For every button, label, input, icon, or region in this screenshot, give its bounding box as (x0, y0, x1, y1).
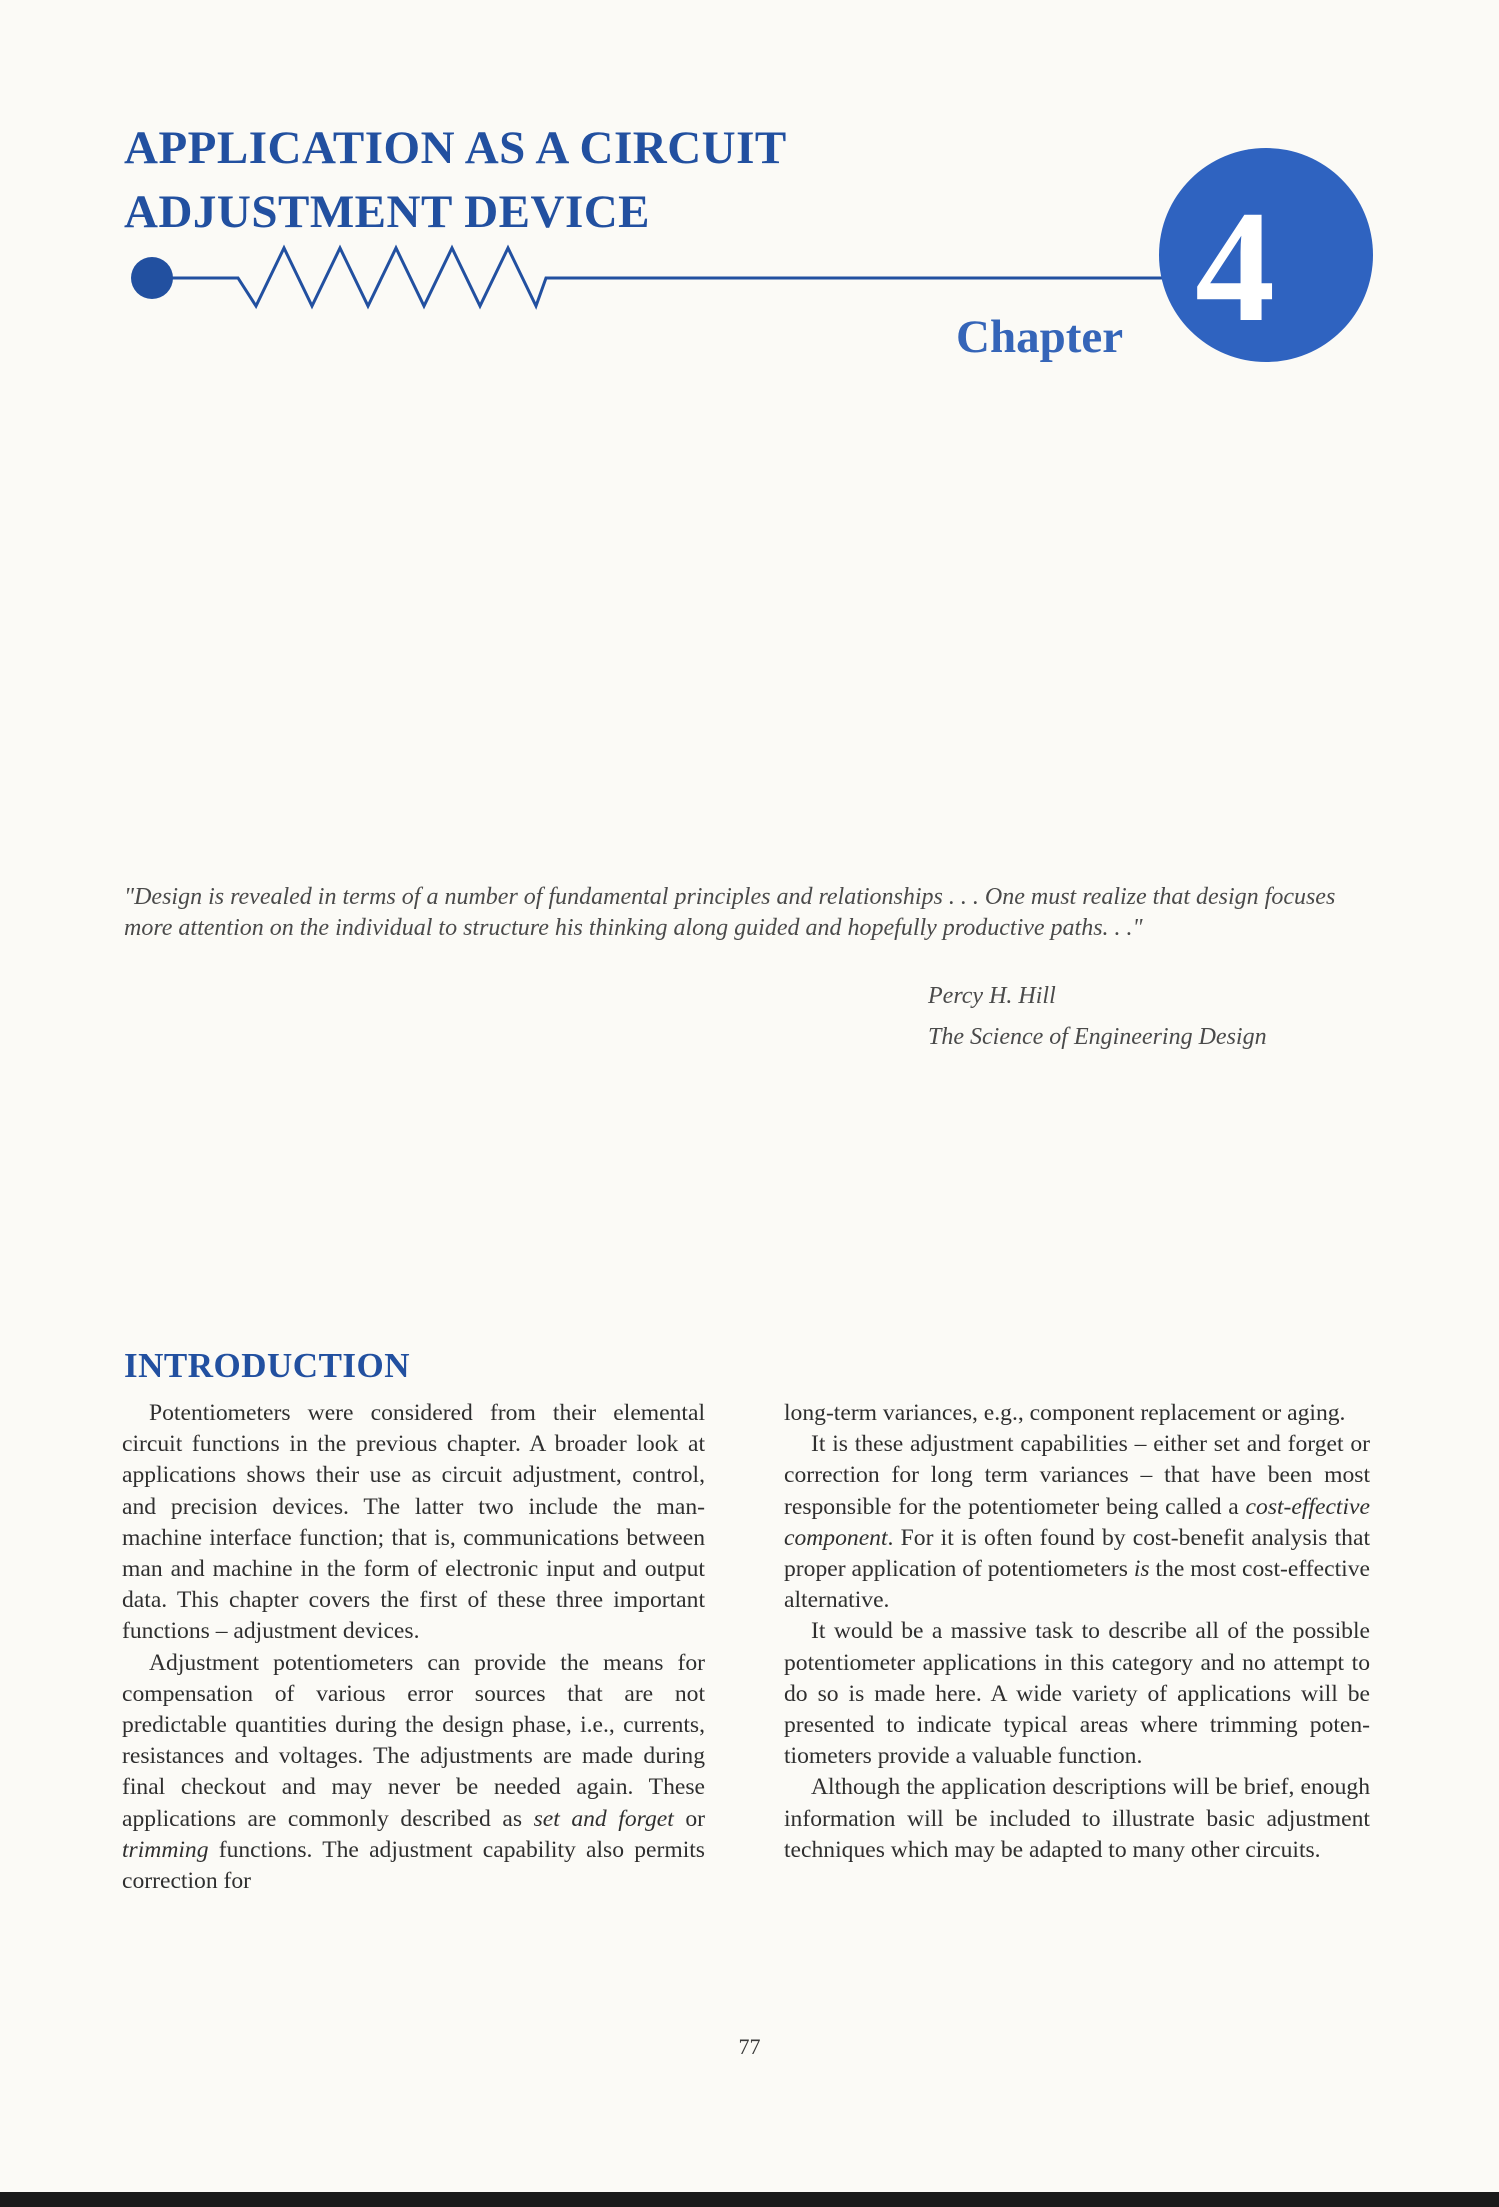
paragraph: It would be a massive task to describe all of the possible potentiometer applications in this category and no attempt to do so is made here. A wide variety of applications will be presented to indicate typical areas where trimming potentiometers provide a valuable function. (784, 1618, 1370, 1770)
paragraph: It is these adjustment capabilities – either set and forget or correction for long term variances – that have been most responsible for the potentiometer being called a cost-effective component. For it is often found by cost-benefit analysis that proper application of potentiometers is the most cost-effective alternative. (784, 1431, 1370, 1614)
left-column (122, 1398, 705, 1897)
section-heading: INTRODUCTION (124, 1346, 411, 1385)
epigraph-source: The Science of Engineering Design (928, 1024, 1267, 1050)
chapter-title-line-2: ADJUSTMENT DEVICE (124, 186, 651, 238)
bottom-edge-rule (0, 2192, 1499, 2207)
chapter-number: 4 (1195, 177, 1275, 355)
paragraph: Although the application descriptions will be brief, enough information will be included to illustrate basic adjustment techniques which may be adapted to many other circuits. (784, 1774, 1370, 1863)
page-number: 77 (738, 2034, 761, 2059)
chapter-label: Chapter (956, 311, 1124, 363)
right-column (784, 1398, 1370, 1866)
epigraph-attribution (928, 976, 1267, 1058)
paragraph: Adjustment potentiometers can provide the means for compensation of various error sources that are not predictable quantities during the design phase, i.e., currents, resistances and voltages. The adjustments are made during final checkout and may never be needed again. These applications are commonly described as set and forget or trimming functions. The adjustment capability also permits correction for (122, 1649, 705, 1895)
epigraph-author: Percy H. Hill (928, 983, 1056, 1009)
chapter-title-line-1: APPLICATION AS A CIRCUIT (124, 122, 787, 174)
resistor-zigzag (152, 248, 1170, 306)
paragraph: long-term variances, e.g., component replacement or aging. (784, 1400, 1346, 1426)
paragraph: Potentiometers were considered from their elemental circuit functions in the previous chapter. A broader look at applications shows their use as circuit adjustment, control, and precision devices. The latter two include the man-machine interface function; that is, communications between man and machine in the form of electronic input and output data. This chapter covers the first of these three important functions – adjustment devices. (122, 1400, 705, 1645)
epigraph-quote: "Design is revealed in terms of a number of fundamental principles and relationships . . . One must realize that design focuses more attention on the individual to structure his thinking along guided and hopefully productive paths. . ." (124, 884, 1336, 941)
